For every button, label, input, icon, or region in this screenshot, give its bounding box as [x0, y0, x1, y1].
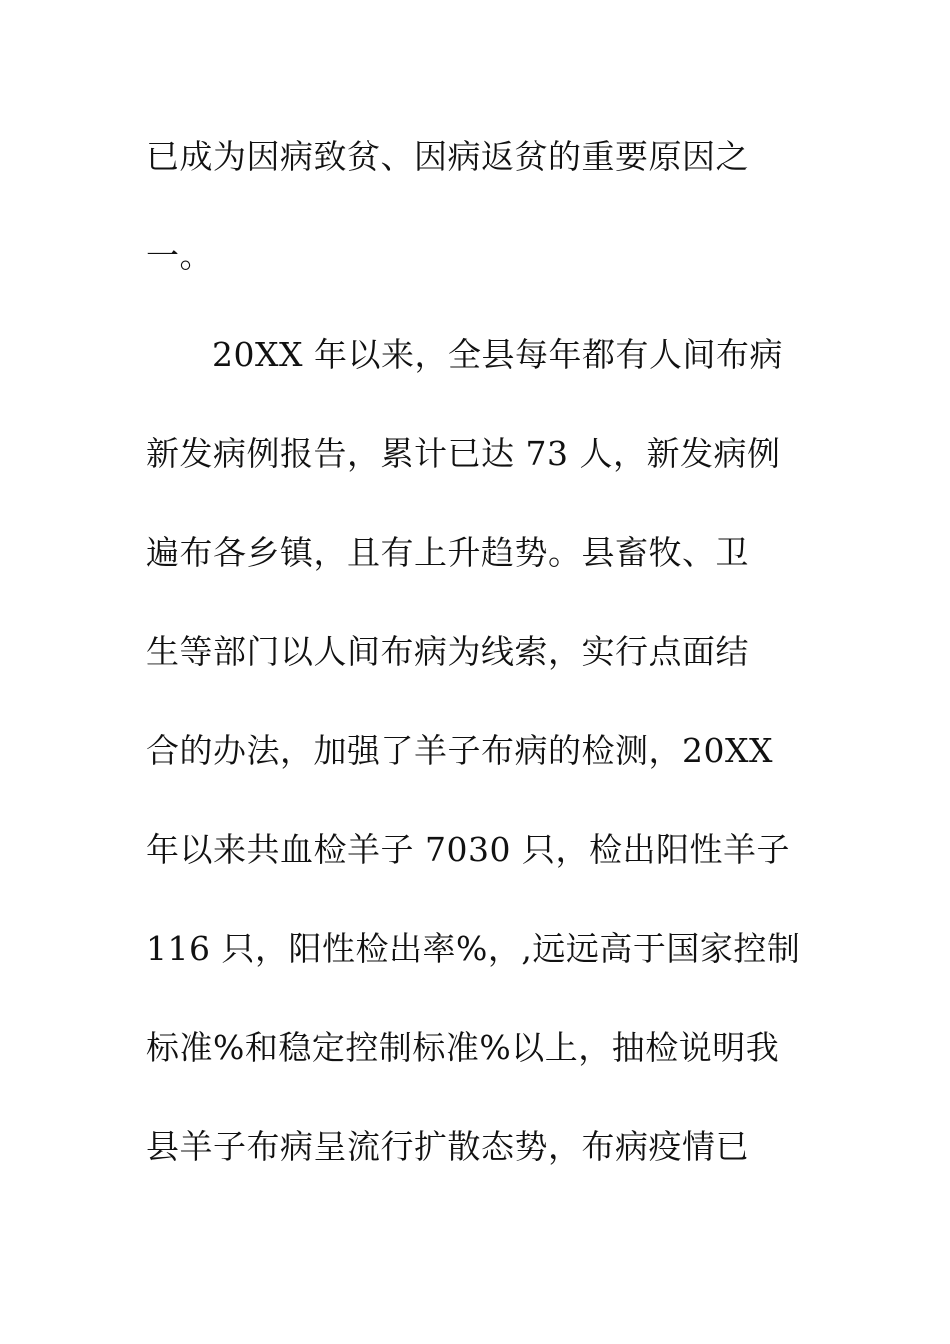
text-line-4: 新发病例报告，累计已达 73 人，新发病例 [146, 434, 781, 473]
text-line-6: 生等部门以人间布病为线索，实行点面结 [146, 632, 749, 671]
text-line-1: 已成为因病致贫、因病返贫的重要原因之 [146, 137, 749, 176]
text-line-9: 116 只，阳性检出率%，,远远高于国家控制 [146, 929, 801, 968]
text-line-7: 合的办法，加强了羊子布病的检测，20XX [146, 731, 773, 770]
text-line-8: 年以来共血检羊子 7030 只，检出阳性羊子 [146, 830, 790, 869]
text-line-11: 县羊子布病呈流行扩散态势，布病疫情已 [146, 1127, 749, 1166]
text-line-5: 遍布各乡镇，且有上升趋势。县畜牧、卫 [146, 533, 749, 572]
text-line-2: 一。 [146, 236, 213, 275]
text-line-10: 标准%和稳定控制标准%以上，抽检说明我 [146, 1028, 780, 1067]
paragraph-start-line: 20XX 年以来，全县每年都有人间布病 [212, 335, 783, 374]
